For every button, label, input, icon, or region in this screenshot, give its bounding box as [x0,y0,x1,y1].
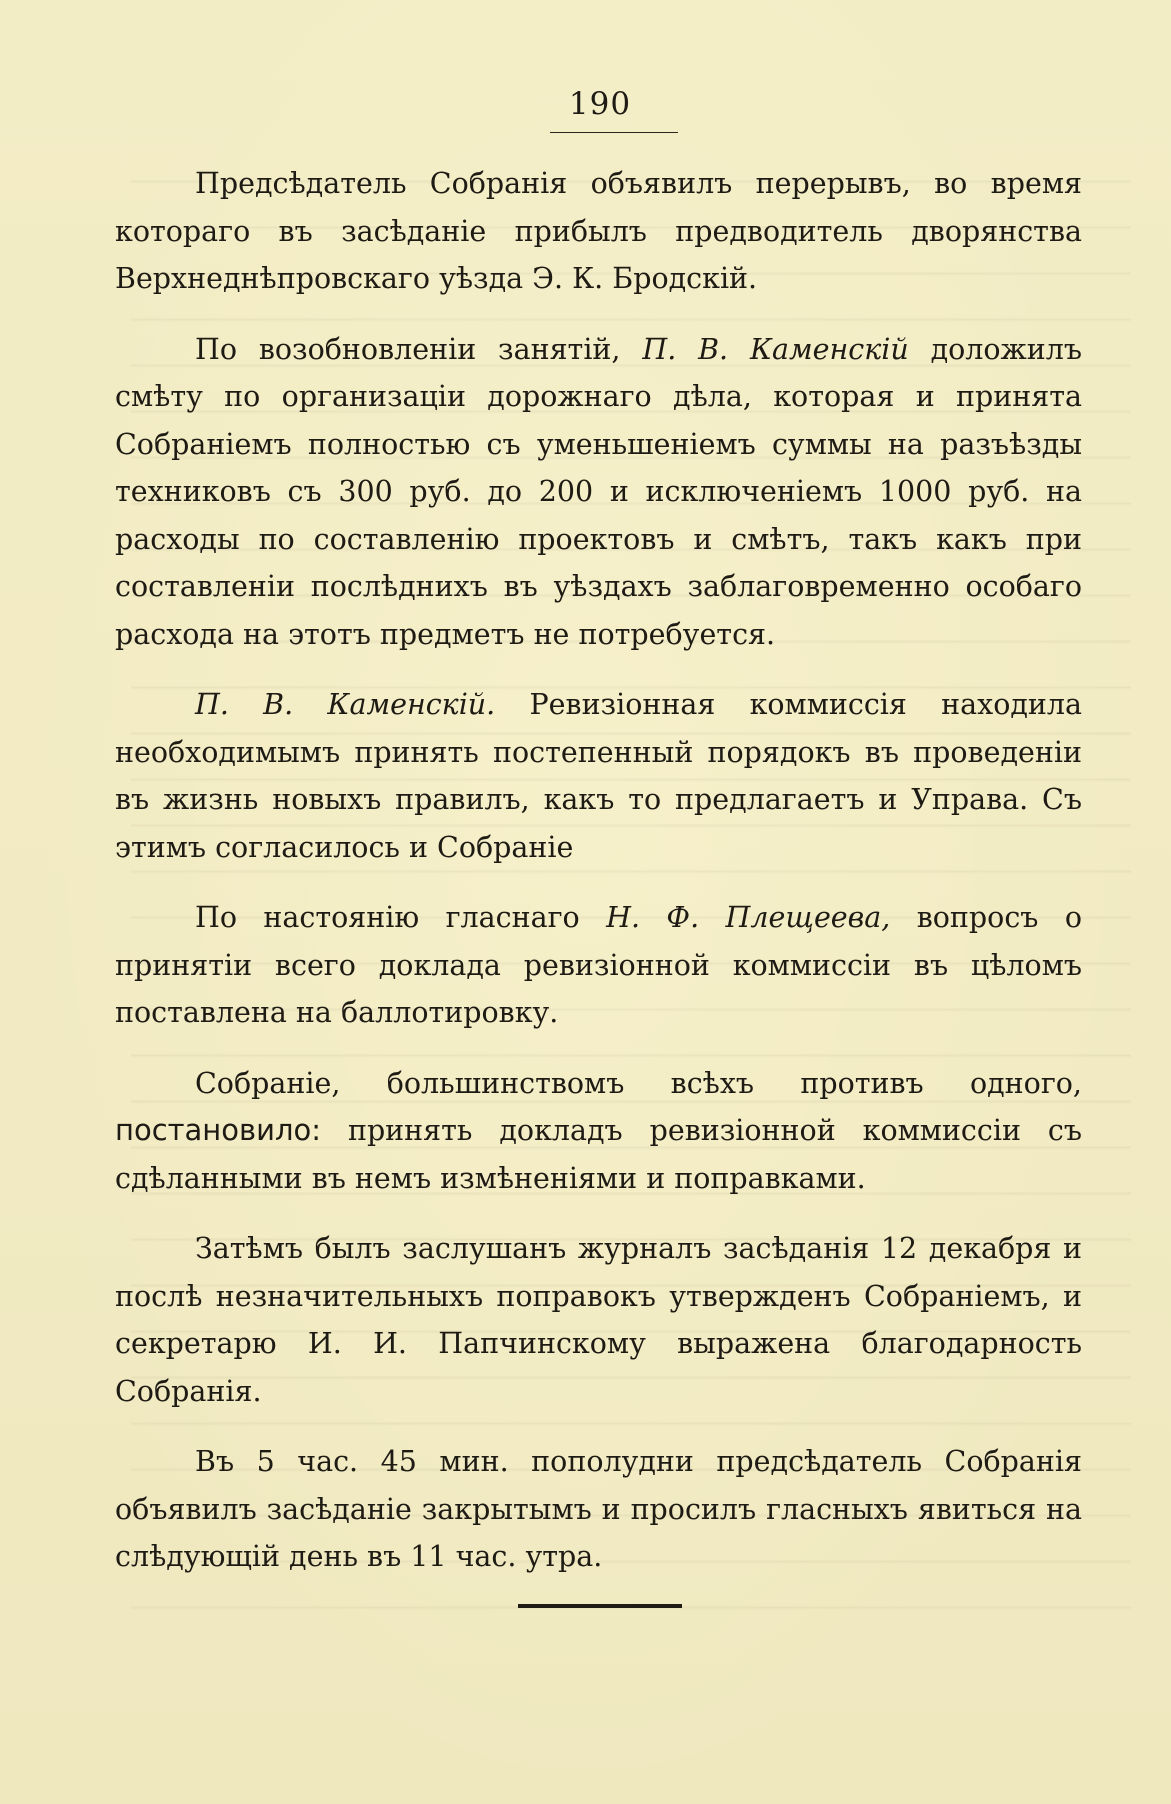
paragraph-text: Въ 5 час. 45 мин. пополудни предсѣдатель Собранія объявилъ засѣданіе закрытымъ и просилъ гласныхъ явиться на слѣдующій день въ 11 час. утра. [115,1445,1082,1573]
paragraph-journal-approval [115,1225,1082,1415]
paragraph-ballot [115,894,1082,1037]
paragraph-text-rest: доложилъ смѣту по организаціи дорожнаго дѣла, которая и принята Собраніемъ полностью съ уменьшеніемъ суммы на разъѣзды техниковъ съ 300 руб. до 200 и исключеніемъ 1000 руб. на расходы по составленію проектовъ и смѣтъ, такъ какъ при составленіи послѣднихъ въ уѣздахъ заблаговременно особаго расхода на этотъ предметъ не потребуется. [115,332,1083,651]
page-number-underline [550,132,678,133]
body-text [115,160,1082,1581]
paragraph-text-lead: По возобновленіи занятій, [195,332,643,366]
paragraph-resolution [115,1060,1082,1203]
paragraph-text-rest: принять докладъ ревизіонной коммиссіи съ сдѣланными въ немъ измѣненіями и поправками. [115,1114,1082,1195]
paragraph-text-lead: По настоянію гласнаго [195,901,607,934]
paragraph-road-estimate [115,326,1082,659]
resolution-keyword: постановило: [115,1113,322,1147]
end-of-section-rule [518,1604,682,1608]
speaker-name: П. В. Каменскій [642,332,909,366]
paragraph-closing [115,1438,1082,1581]
paragraph-revision-commission [115,681,1082,871]
paragraph-text: Предсѣдатель Собранія объявилъ перерывъ, во время котораго въ засѣданіе прибылъ предводитель дворянства Верхнеднѣпровскаго уѣзда Э. К. Бродскій. [115,167,1082,295]
paragraph-recess [115,160,1082,303]
speaker-name: П. В. Каменскій. [195,688,496,721]
page-number: 190 [568,86,632,122]
paragraph-text-rest: Ревизіонная коммиссія находила необходимымъ принять постепенный порядокъ въ проведеніи въ жизнь новыхъ правилъ, какъ то предлагаетъ и Управа. Съ этимъ согласилось и Собраніе [115,688,1082,864]
speaker-name: Н. Ф. Плещеева, [606,901,891,934]
paragraph-text: Затѣмъ былъ заслушанъ журналъ засѣданія 12 декабря и послѣ незначительныхъ поправокъ утвержденъ Собраніемъ, и секретарю И. И. Папчинскому выражена благодарность Собранія. [115,1232,1082,1408]
paragraph-text-rest: вопросъ о принятіи всего доклада ревизіонной коммиссіи въ цѣломъ поставлена на баллотировку. [115,901,1082,1029]
paragraph-text-lead: Собраніе, большинствомъ всѣхъ противъ одного, [195,1066,1082,1100]
